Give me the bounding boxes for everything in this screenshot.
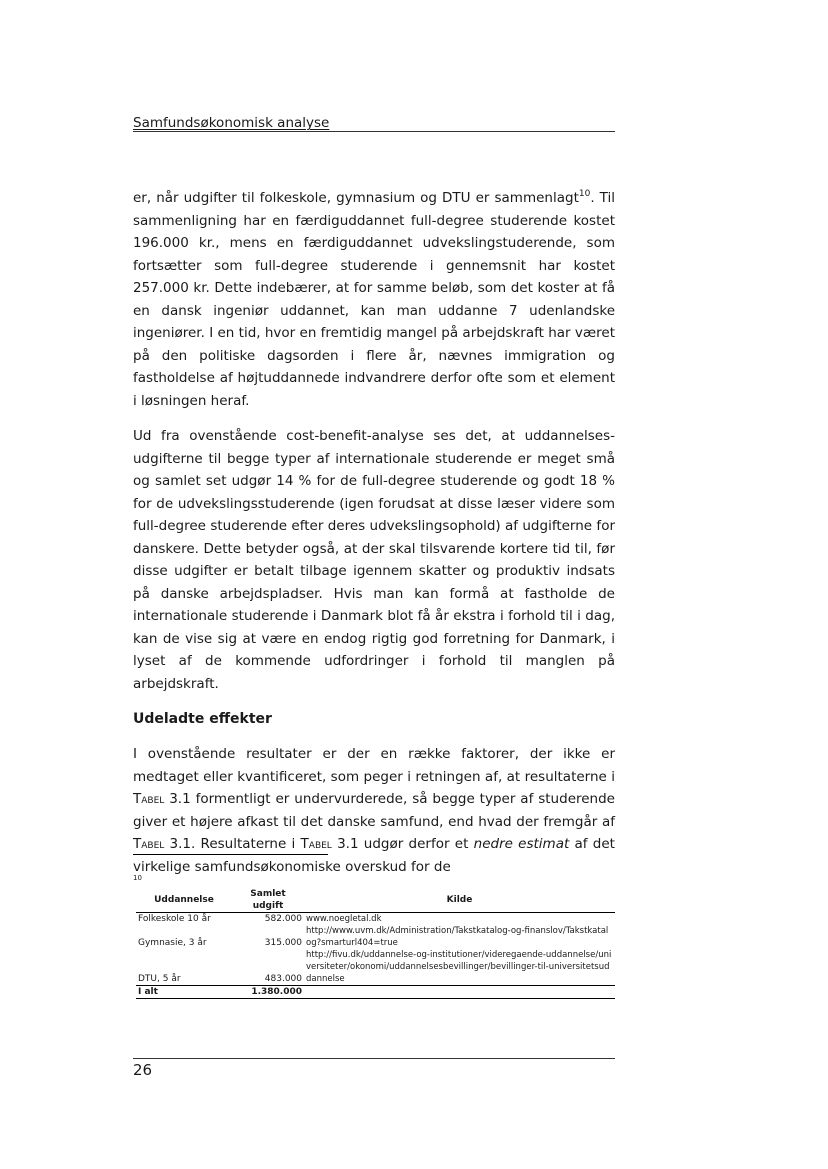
- paragraph-1-text-a: er, når udgifter til folkeskole, gymnasium og DTU er sammenlagt: [133, 190, 579, 206]
- paragraph-3-text-c: . Resultaterne i: [191, 836, 301, 852]
- table-ref-1[interactable]: Tabel 3.1: [133, 791, 191, 807]
- col-header-total-cost: Samlet udgift: [232, 888, 304, 913]
- row-name: Gymnasie, 3 år: [138, 938, 207, 948]
- paragraph-3-text-a: I ovenstående resultater er der en række faktorer, der ikke er medtaget eller kvantificeret, som peger i retningen af, at resultaterne i: [133, 746, 615, 785]
- paragraph-3-text-e: af det virkelige samfundsøkonomiske overskud for de: [133, 836, 615, 875]
- emphasis-text: nedre estimat: [473, 836, 570, 852]
- row-source-link[interactable]: http://fivu.dk/uddannelse-og-institutioner/videregaende-uddannelse/universiteter/okonomi/uddannelsesbevillinger/bevillinger-til-universitetsuddannelse: [304, 949, 615, 986]
- paragraph-2: Ud fra ovenstående cost-benefit-analyse ses det, at uddannelses-udgifterne til begge typer af internationale studerende er meget små og samlet set udgør 14 % for de full-degree studerende og godt 18 % for de udvekslingsstuderende (igen forudsat at disse læser videre som full-degree studerende efter deres udvekslingsophold) af udgifterne for danskere. Dette betyder også, at der skal tilsvarende kortere tid til, før disse udgifter er betalt tilbage igennem skatter og produktiv indsats på danske arbejdspladser. Hvis man kan formå at fastholde de internationale studerende i Danmark blot få år ekstra i forhold til i dag, kan de vise sig at være en endog rigtig god forretning for Danmark, i lyset af de kommende udfordringer i forhold til manglen på arbejdskraft.: [133, 428, 615, 692]
- body-text: [133, 187, 615, 891]
- table-row: [136, 949, 615, 986]
- section-heading: Udeladte effekter: [133, 711, 272, 727]
- footnote-ref[interactable]: 10: [578, 189, 591, 199]
- row-value: 582.000: [264, 914, 302, 924]
- row-source-link[interactable]: www.noegletal.dk: [306, 914, 382, 924]
- total-source-empty: [304, 986, 615, 999]
- table-ref-2[interactable]: Tabel 3.1: [133, 836, 191, 852]
- paragraph-1: [133, 187, 615, 412]
- paragraph-1-text-b: . Til sammenligning har en færdiguddannet full-degree studerende kostet 196.000 kr., mens en færdiguddannet udvekslingstuderende, som fortsætter som full-degree studerende i gennemsnit har kostet 257.000 kr. Dette indebærer, at for samme beløb, som det koster at få en dansk ingeniør uddannet, kan man uddanne 7 udenlandske ingeniører. I en tid, hvor en fremtidig mangel på arbejdskraft har været på den politiske dagsorden i flere år, nævnes immigration og fastholdelse af højtuddannede indvandrere derfor ofte som et element i løsningen heraf.: [133, 190, 616, 409]
- footnote-table-header: [136, 888, 615, 913]
- table-ref-3[interactable]: Tabel 3.1: [300, 836, 359, 852]
- footnote-rule: [133, 854, 328, 855]
- footnote-number: 10: [133, 874, 142, 882]
- row-name: DTU, 5 år: [136, 949, 232, 986]
- paragraph-3-text-b: formentligt er undervurderede, så begge typer af studerende giver et højere afkast til det danske samfund, end hvad der fremgår af: [133, 791, 615, 830]
- table-row: [136, 913, 615, 926]
- col-header-source: Kilde: [304, 888, 615, 913]
- total-name: I alt: [136, 986, 232, 999]
- paragraph-3-text-d: udgør derfor et: [358, 836, 474, 852]
- footer-rule: [133, 1058, 615, 1059]
- table-total-row: [136, 986, 615, 999]
- table-row: [136, 925, 615, 949]
- total-value: 1.380.000: [232, 986, 304, 999]
- row-value: 315.000: [264, 938, 302, 948]
- paragraph-3: [133, 743, 615, 878]
- row-name: Folkeskole 10 år: [138, 914, 211, 924]
- header-rule: [133, 131, 615, 132]
- footnote-table: [136, 888, 615, 999]
- running-header: Samfundsøkonomisk analyse: [133, 115, 330, 131]
- col-header-education: Uddannelse: [136, 888, 232, 913]
- page-number: 26: [133, 1061, 153, 1079]
- row-source-link[interactable]: http://www.uvm.dk/Administration/Takstkatalog-og-finanslov/Takstkatalog?smarturl404=true: [306, 926, 609, 948]
- row-value: 483.000: [232, 949, 304, 986]
